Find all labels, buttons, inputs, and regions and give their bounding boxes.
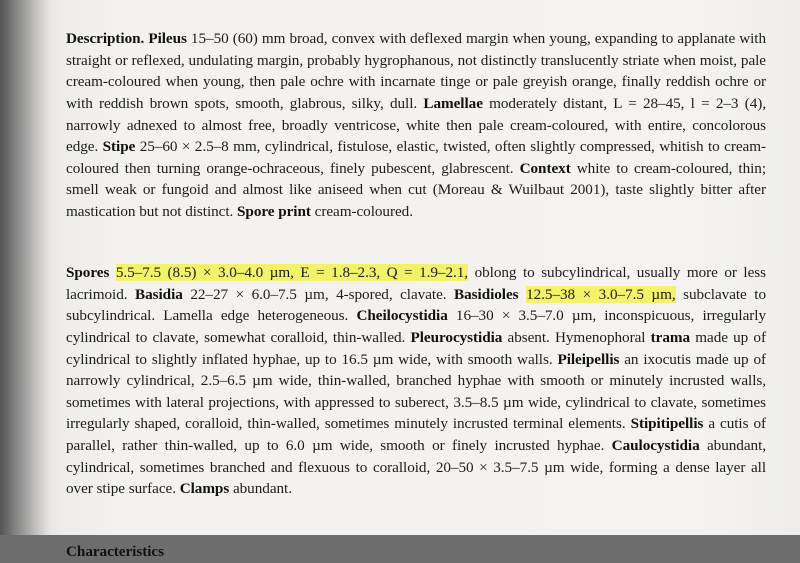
caulocystidia-text: abundant, cylindrical, sometimes branched and flexuous to coralloid, 20–50 × 3.5–7.5 µm wide, forming a dense layer all over stipe surface.	[66, 436, 767, 498]
stipe-term: Stipe	[102, 138, 136, 156]
pileipellis-text: an ixocutis made up of narrowly cylindrical, 2.5–6.5 µm wide, thin-walled, branched hyphae with smooth or minutely incrusted walls, sometimes with lateral projections, with appressed to suberect, 3.5–8.5 µm wide, cylindrical to clavate, sometimes irregularly shaped, coralloid, thin-walled, sometimes minutely incrusted terminal elements.	[66, 350, 766, 433]
basidia-term: Basidia	[135, 285, 183, 303]
trama-term: trama	[650, 328, 691, 346]
context-text: white to cream-coloured, thin; smell weak or fungoid and almost like aniseed when cut (Moreau & Wuilbaut 2001), taste slightly bitter after mastication but not distinct.	[66, 159, 767, 220]
caulocystidia-term: Caulocystidia	[611, 436, 700, 454]
stipitipellis-term: Stipitipellis	[630, 415, 704, 433]
spores-highlight: 5.5–7.5 (8.5) × 3.0–4.0 µm, E = 1.8–2.3, Q = 1.9–2.1,	[115, 264, 469, 282]
pileus-text: 15–50 (60) mm broad, convex with deflexed margin when young, expanding to applanate with straight or reflexed, undulating margin, probably hygrophanous, not distinctly translucently striate when moist, pale cream-coloured when young, then pale ochre with incarnate tinge or pale greyish orange, finally reddish ochre or with reddish brown spots, smooth, glabrous, silky, dull.	[66, 30, 766, 112]
trama-text: made up of cylindrical to slightly inflated hyphae, up to 16.5 µm wide, with smooth walls.	[66, 328, 766, 368]
description-heading: Description.	[66, 30, 145, 48]
pleurocystidia-text: absent. Hymenophoral	[502, 328, 651, 346]
spores-term: Spores	[66, 264, 110, 282]
pileus-term: Pileus	[148, 30, 187, 48]
description-paragraph	[66, 28, 766, 222]
spores-space	[109, 264, 116, 281]
stipitipellis-text: a cutis of parallel, rather thin-walled, up to 6.0 µm wide, smooth or finely incrusted hyphae.	[66, 415, 767, 454]
pileipellis-term: Pileipellis	[557, 350, 620, 368]
basidioles-text: subclavate to subcylindrical. Lamella edge heterogeneous.	[66, 285, 766, 325]
basidia-text: 22–27 × 6.0–7.5 µm, 4-spored, clavate.	[182, 285, 455, 303]
cheilocystidia-term: Cheilocystidia	[356, 307, 448, 325]
cheilocystidia-text: 16–30 × 3.5–7.0 µm, inconspicuous, irregularly cylindrical to clavate, somewhat coralloid, thin-walled.	[66, 307, 766, 346]
context-term: Context	[519, 159, 571, 177]
basidioles-space	[519, 286, 527, 303]
pleurocystidia-term: Pleurocystidia	[410, 328, 503, 346]
stipe-text: 25–60 × 2.5–8 mm, cylindrical, fistulose, elastic, twisted, often slightly compressed, whitish to cream-coloured then turning orange-ochraceous, finely pubescent, glabrescent.	[66, 138, 766, 177]
clamps-term: Clamps	[179, 480, 230, 498]
lamellae-text: moderately distant, L = 28–45, l = 2–3 (4), narrowly adnexed to almost free, broadly ventricose, white then pale cream-coloured, with entire, concolorous edge.	[66, 94, 766, 156]
lamellae-term: Lamellae	[423, 94, 483, 112]
cutoff-line	[66, 541, 766, 563]
spore-print-text: cream-coloured.	[310, 202, 413, 220]
basidioles-highlight: 12.5–38 × 3.0–7.5 µm,	[526, 285, 676, 303]
cutoff-heading: Characteristics	[66, 543, 164, 561]
microscopy-paragraph	[66, 262, 766, 500]
clamps-text: abundant.	[229, 480, 292, 498]
spore-print-term: Spore print	[237, 202, 311, 220]
basidioles-term: Basidioles	[454, 285, 519, 303]
spores-text: oblong to subcylindrical, usually more or less lacrimoid.	[66, 264, 766, 303]
